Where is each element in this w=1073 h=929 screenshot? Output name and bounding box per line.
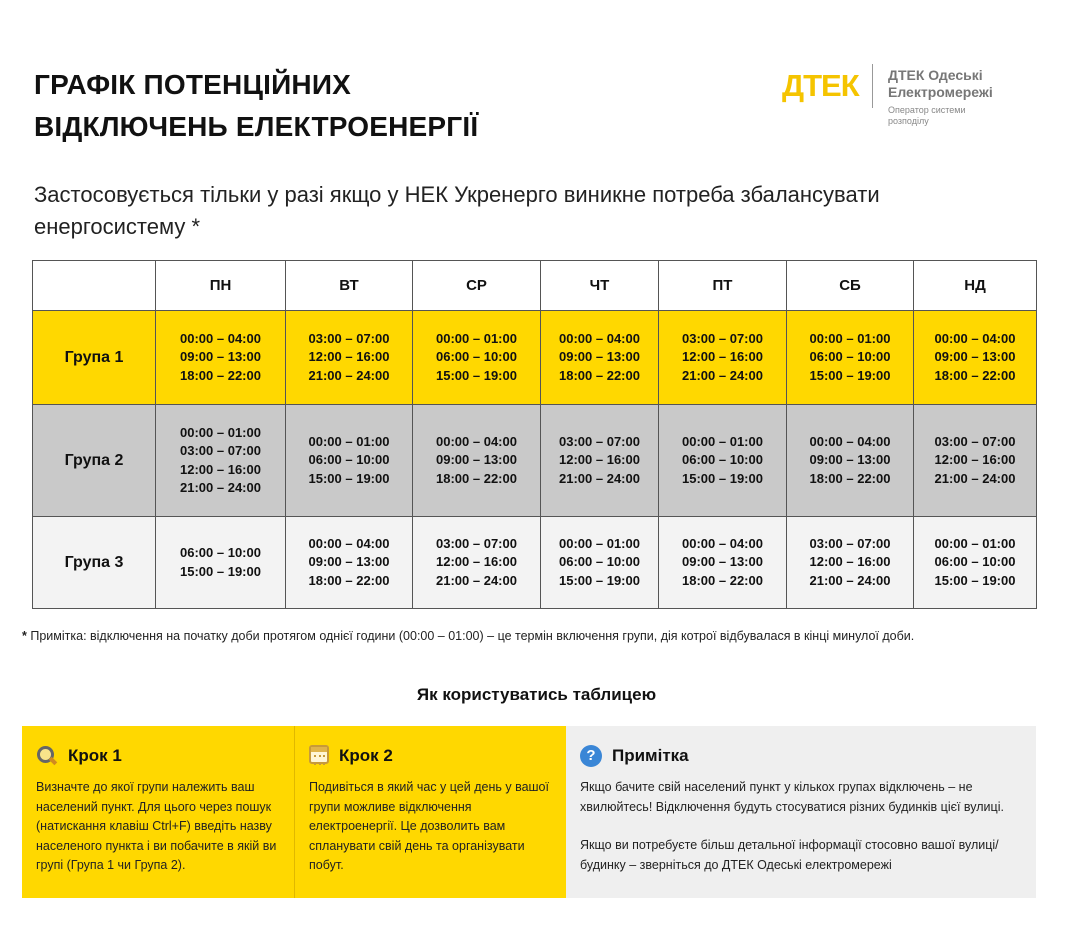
time-slot: 21:00 – 24:00 [559, 470, 640, 486]
schedule-cell [914, 517, 1037, 609]
dtek-logo-mark [782, 68, 859, 104]
calendar-icon [309, 745, 329, 764]
note-card [566, 726, 1036, 898]
time-slot: 15:00 – 19:00 [308, 470, 390, 486]
time-slot: 00:00 – 04:00 [436, 433, 517, 449]
info-icon: ? [580, 745, 602, 767]
time-slot: 00:00 – 01:00 [559, 535, 640, 551]
logo-sub-line-2: розподілу [888, 116, 929, 126]
logo-text [888, 67, 993, 127]
logo-sub-line-1: Оператор системи [888, 105, 966, 115]
time-slot: 21:00 – 24:00 [436, 572, 517, 588]
time-slot: 09:00 – 13:00 [308, 554, 390, 570]
time-slot: 00:00 – 01:00 [308, 433, 390, 449]
time-slot: 06:00 – 10:00 [436, 349, 517, 365]
schedule-cell [156, 405, 286, 517]
schedule-cell [659, 517, 787, 609]
step-1-card [22, 726, 294, 898]
schedule-cell [541, 517, 659, 609]
schedule-cell [286, 517, 413, 609]
note-card-body [580, 778, 1024, 875]
time-slot: 00:00 – 04:00 [809, 433, 891, 449]
time-slot: 18:00 – 22:00 [934, 367, 1016, 383]
time-slot: 00:00 – 01:00 [809, 330, 891, 346]
footnote-star: * [22, 629, 27, 643]
table-row [33, 311, 1037, 405]
schedule-cell [541, 311, 659, 405]
time-slot: 03:00 – 07:00 [436, 535, 517, 551]
time-slot: 09:00 – 13:00 [682, 554, 763, 570]
time-slot: 03:00 – 07:00 [559, 433, 640, 449]
howto-title: Як користуватись таблицею [416, 685, 657, 704]
time-slot: 15:00 – 19:00 [436, 367, 517, 383]
time-slot: 00:00 – 04:00 [934, 330, 1016, 346]
time-slot: 00:00 – 04:00 [682, 535, 763, 551]
day-header: ЧТ [541, 261, 659, 311]
step-1-title: Крок 1 [68, 746, 122, 765]
time-slot: 15:00 – 19:00 [180, 563, 261, 579]
time-slot: 09:00 – 13:00 [934, 349, 1016, 365]
title-line-1: ГРАФІК ПОТЕНЦІЙНИХ [34, 69, 352, 100]
time-slot: 21:00 – 24:00 [180, 480, 261, 495]
time-slot: 15:00 – 19:00 [934, 572, 1016, 588]
schedule-table [32, 260, 1037, 609]
time-slot: 00:00 – 01:00 [934, 535, 1016, 551]
time-slot: 00:00 – 04:00 [180, 330, 261, 346]
time-slot: 06:00 – 10:00 [180, 545, 261, 560]
time-slot: 12:00 – 16:00 [180, 461, 261, 477]
group-label: Група 3 [33, 517, 156, 609]
note-card-paragraph-2: Якщо ви потребуєте більш детальної інформації стосовно вашої вулиці/будинку – зверніться до ДТЕК Одеські електромережі [580, 838, 999, 872]
day-header: СБ [787, 261, 914, 311]
note-card-title: Примітка [612, 746, 689, 765]
schedule-cell [787, 311, 914, 405]
group-label: Група 2 [33, 405, 156, 517]
time-slot: 15:00 – 19:00 [682, 470, 763, 486]
logo-mark-text: ДТЕК [782, 68, 859, 103]
time-slot: 18:00 – 22:00 [436, 470, 517, 486]
time-slot: 12:00 – 16:00 [559, 452, 640, 468]
schedule-cell [156, 517, 286, 609]
footnote [22, 629, 914, 643]
page-title [34, 64, 478, 148]
logo-name-line-1: ДТЕК Одеські [888, 67, 983, 83]
time-slot: 18:00 – 22:00 [308, 572, 390, 588]
time-slot: 15:00 – 19:00 [559, 572, 640, 588]
schedule-cell [914, 311, 1037, 405]
day-header: СР [413, 261, 541, 311]
step-2-title: Крок 2 [339, 746, 393, 765]
time-slot: 18:00 – 22:00 [809, 470, 891, 486]
time-slot: 18:00 – 22:00 [682, 572, 763, 588]
schedule-cell [541, 405, 659, 517]
day-header: ВТ [286, 261, 413, 311]
day-header: НД [914, 261, 1037, 311]
table-row [33, 405, 1037, 517]
time-slot: 00:00 – 04:00 [559, 330, 640, 346]
time-slot: 03:00 – 07:00 [180, 443, 261, 458]
schedule-cell [659, 405, 787, 517]
time-slot: 06:00 – 10:00 [308, 452, 390, 468]
time-slot: 18:00 – 22:00 [180, 367, 261, 383]
title-line-2: ВІДКЛЮЧЕНЬ ЕЛЕКТРОЕНЕРГІЇ [34, 111, 479, 142]
schedule-cell [156, 311, 286, 405]
table-header-row [33, 261, 1037, 311]
page-subtitle: Застосовується тільки у разі якщо у НЕК Укренерго виникне потреба збалансувати енергосистему * [34, 182, 880, 239]
time-slot: 06:00 – 10:00 [934, 554, 1016, 570]
time-slot: 18:00 – 22:00 [559, 367, 640, 383]
time-slot: 21:00 – 24:00 [809, 572, 891, 588]
time-slot: 00:00 – 01:00 [180, 424, 261, 440]
time-slot: 21:00 – 24:00 [934, 470, 1016, 486]
logo-name-line-2: Електромережі [888, 84, 993, 100]
group-label: Група 1 [33, 311, 156, 405]
time-slot: 09:00 – 13:00 [180, 349, 261, 365]
time-slot: 09:00 – 13:00 [436, 452, 517, 468]
magnifier-icon [36, 745, 58, 767]
time-slot: 00:00 – 04:00 [308, 535, 390, 551]
day-header: ПН [156, 261, 286, 311]
time-slot: 12:00 – 16:00 [934, 452, 1016, 468]
time-slot: 06:00 – 10:00 [809, 349, 891, 365]
schedule-cell [413, 405, 541, 517]
table-row [33, 517, 1037, 609]
schedule-cell [787, 517, 914, 609]
time-slot: 06:00 – 10:00 [682, 452, 763, 468]
time-slot: 12:00 – 16:00 [308, 349, 390, 365]
time-slot: 03:00 – 07:00 [308, 330, 390, 346]
time-slot: 21:00 – 24:00 [308, 367, 390, 383]
time-slot: 00:00 – 01:00 [682, 433, 763, 449]
schedule-cell [787, 405, 914, 517]
schedule-cell [286, 405, 413, 517]
time-slot: 12:00 – 16:00 [809, 554, 891, 570]
logo-divider [872, 64, 873, 108]
time-slot: 06:00 – 10:00 [559, 554, 640, 570]
time-slot: 00:00 – 01:00 [436, 330, 517, 346]
note-card-paragraph-1: Якщо бачите свій населений пункт у кількох групах відключень – не хвилюйтесь! Відключення будуть стосуватися різних будинків цієї вулиці. [580, 780, 1004, 814]
time-slot: 03:00 – 07:00 [809, 535, 891, 551]
schedule-cell [286, 311, 413, 405]
time-slot: 03:00 – 07:00 [682, 330, 763, 346]
schedule-cell [659, 311, 787, 405]
schedule-cell [413, 311, 541, 405]
time-slot: 12:00 – 16:00 [436, 554, 517, 570]
time-slot: 12:00 – 16:00 [682, 349, 763, 365]
time-slot: 15:00 – 19:00 [809, 367, 891, 383]
step-2-body: Подивіться в який час у цей день у вашої групи можливе відключення електроенергії. Це дозволить вам спланувати свій день та організувати побут. [309, 780, 549, 872]
schedule-cell [413, 517, 541, 609]
time-slot: 21:00 – 24:00 [682, 367, 763, 383]
howto-steps [22, 726, 1036, 898]
day-header: ПТ [659, 261, 787, 311]
header-corner [33, 261, 156, 311]
footnote-text: Примітка: відключення на початку доби протягом однієї години (00:00 – 01:00) – це термін включення групи, дія котрої відбувалася в кінці минулої доби. [30, 629, 915, 643]
time-slot: 09:00 – 13:00 [809, 452, 891, 468]
schedule-cell [914, 405, 1037, 517]
time-slot: 09:00 – 13:00 [559, 349, 640, 365]
step-2-card [294, 726, 566, 898]
time-slot: 03:00 – 07:00 [934, 433, 1016, 449]
step-1-body: Визначте до якої групи належить ваш населений пункт. Для цього через пошук (натискання клавіш Ctrl+F) введіть назву населеного пункта і ви побачите в якій ви групі (Група 1 чи Група 2). [36, 780, 277, 872]
dtek-logo [782, 64, 1022, 126]
